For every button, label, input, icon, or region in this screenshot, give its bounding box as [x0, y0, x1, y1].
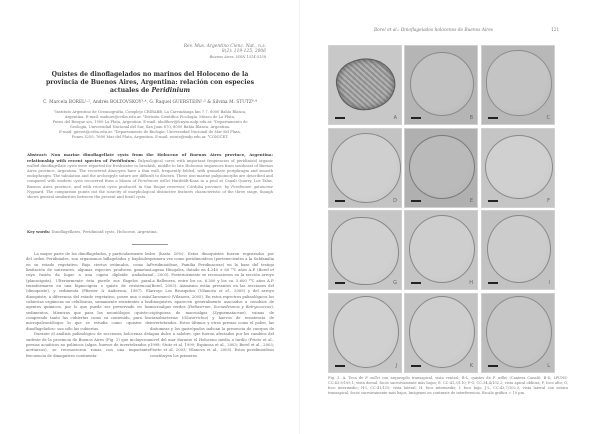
- figure-panel-f: [481, 128, 555, 208]
- dinoflagellate-cyst-image: [409, 215, 475, 283]
- affiliation-line: Paseo del Bosque s/n, 1900 La Plata, Argentina. E-mail: aboltkov@fcnym.unlp.edu.ar. ²Departamento de: [52, 120, 248, 125]
- paragraph: Durante el análisis palinológico de secciones holocenas del sudeste de la provincia de Buenos Aires (Fig. 1) que incluyeron presias acuáticos no polínicos (algas, huevos de invertebrados y acritarcos), se reconocieron zonas con una importante frecuencia de dinoquistes continenta-: [26, 332, 150, 358]
- dinoflagellate-cyst-image: [409, 135, 475, 199]
- dinoflagellate-cyst-image: [409, 296, 475, 368]
- panel-letter: A: [393, 115, 397, 121]
- text: les (hasta 20%). Estos dinoquistes fueron registrados por primera vez como peridinioideos (pertenecientes a la Subfamilia Peridinioideae, Familia Peridinaceae) en la base del testigo Laguna Hinojales, datado en 4.240 ± 60 ¹⁴C años A.P. (Borel: [150, 252, 274, 273]
- affiliations: [30, 110, 270, 141]
- body-column-1: [26, 252, 150, 359]
- affiliation-line: ¹Instituto Argentino de Oceanografía, Complejo CRIBABB, La Carrindanga km 7.7, 8000 Bahía Blanca,: [53, 110, 247, 114]
- genus-name: Peridinium: [151, 87, 191, 94]
- figure-panel-c: [481, 45, 555, 125]
- species-name: Peridinium willei: [137, 179, 170, 184]
- figure-panel-e: [404, 128, 478, 208]
- dinoflagellate-cyst-image: [331, 133, 401, 203]
- figure-panel-a: [328, 45, 402, 125]
- text: ) y huevos de resistencia de invertebrados. Estos últimos y otros presias como el polen, las diatomeas y los gastrópodos indican la presencia de cuerpos de agua dulce a salobre, que fueron afectados por los cambios del nivel del mar durante el Holoceno medio a tardío (Prieto et al., 1998; Stutz et al, 1999; Espinosa et al., 2003; Borel et al., 2003; Prieto et al, 2003; Vilanova et al., 2005). Estos peridinioideos constituyen los primeros: [150, 316, 274, 358]
- dinoflagellate-cyst-image: [486, 296, 552, 368]
- right-page: [300, 0, 600, 434]
- panel-letter: L: [547, 363, 550, 369]
- keywords: [27, 229, 273, 234]
- text: y: [239, 305, 246, 310]
- figure-panel-h: [404, 210, 478, 290]
- abstract-text: Palynological cores with important frequencies of peridinioid organic walled dinoflagellate cysts were reported for freshwater to brackish, middle to late Holocene sequences from southeast of Buenos Aires province, Argentina. The recovered dinocysts have a thin wall, frequently folded, with granulate periphragm and smooth endophragm. The tabulation and the archeopyle suture are difficult to discern. These non-marine palynomorphs are described and compared with modern cysts recovered from a bloom of: [27, 159, 273, 184]
- dinoflagellate-cyst-image: [331, 217, 399, 285]
- genus-name: Gloeotrichia: [183, 316, 207, 321]
- section-divider: [132, 244, 168, 245]
- dinoflagellate-cyst-image: [487, 215, 551, 283]
- dinoflagellate-cyst-image: [486, 50, 552, 116]
- figure-panel-g: [328, 210, 402, 290]
- keywords-label: Key words:: [27, 229, 51, 234]
- panel-letter: E: [469, 198, 473, 204]
- panel-letter: G: [393, 280, 397, 286]
- text: ), cigósporas de macroalgas (Zygnemataceae), vainas de cianobacterias (: [150, 305, 274, 321]
- caption-text: Fig. 3. A. Teca de: [328, 376, 366, 380]
- abstract: [27, 152, 273, 200]
- journal-issn: Buenos Aires, ISSN 1514-5158: [209, 54, 266, 59]
- affiliation-line: Geología, Universidad Nacional del Sur, San Juan 670, 8000 Bahía Blanca, Argentina.: [69, 125, 231, 130]
- scale-bar: [411, 200, 421, 202]
- title-line: provincia de Buenos Aires, Argentina: relación con especies: [45, 79, 255, 86]
- scale-bar: [411, 282, 421, 284]
- title-line: [30, 87, 270, 95]
- figure-panel-b: [404, 45, 478, 125]
- title-line: Quistes de dinoflagelados no marinos del Holoceno de la: [51, 71, 249, 78]
- figure-panel-l: [481, 293, 555, 373]
- figure-panel-d: [328, 128, 402, 208]
- genus-name: Botryococcus: [245, 305, 272, 310]
- page-number: 121: [551, 28, 560, 33]
- scale-bar: [488, 200, 498, 202]
- scale-bar: [488, 117, 498, 119]
- figure-panel-i: [481, 210, 555, 290]
- panel-letter: H: [469, 280, 473, 286]
- dinoflagellate-cyst-image: [485, 135, 553, 199]
- abstract-heading-genus: Peridinium.: [109, 158, 137, 164]
- body-column-2: [150, 252, 274, 359]
- panel-letter: D: [393, 198, 397, 204]
- species-name: P. willei: [492, 376, 508, 380]
- panel-letter: K: [469, 363, 473, 369]
- dinoflagellate-cyst-image: [333, 296, 399, 368]
- scale-bar: [488, 282, 498, 284]
- caption-text: (Cantera Canali): B-D, LPUNS-CC:43,9/109,1; vista dorsal, focos sucesivamente más bajos; E, CC:41,3/110; F-G, CC:34,4/102,2; vista apical oblicua; F, foco alto; G, foco intermedio; H-I, CC:41/110; vista lateral; H, foco intermedio; I, foco bajo; J-L, CC:43,7/102,5; vista lateral con sutura transapical, focos sucesivamente más bajos. Imágenes en contraste de interferencia. Escala gráfica = 10 µm.: [328, 376, 568, 395]
- panel-letter: B: [469, 115, 473, 121]
- panel-letter: J: [395, 363, 397, 369]
- affiliation-line: E-mail: guerst@criba.edu.ar. ⁶Departamento de Biología, Universidad Nacional de Mar del Plata,: [59, 130, 241, 135]
- scale-bar: [335, 117, 345, 119]
- affiliation-line: Argentina. E-mail: mabore@criba.edu.ar. ³División Científica Ficología, Museo de La Plata,: [64, 115, 236, 120]
- journal-volume: 8(2): 119-125, 2006: [221, 49, 266, 55]
- abstract-text: Nygaard. The comparison points out the scarcity of morphological distinctive features characteristic of the three stage, though shows general similarities between the present and fossil cysts.: [27, 189, 273, 199]
- panel-letter: C: [546, 115, 550, 121]
- journal-name: Rev. Mus. Argentino Cienc. Nat., n.s.: [183, 44, 266, 49]
- scale-bar: [335, 282, 345, 284]
- scale-bar: [411, 365, 421, 367]
- abstract-heading: Abstract: Non marine dinoflagellate cysts from the Holocene of Buenos Aires province, Argentina: relationship with recent species of: [27, 152, 273, 164]
- text: , 2005) y del arroyo Claromecó (Vilanova, 2005). En estos espectros palinológicos los dinoquistes aparecen generalmente asociados a cenobios de microalgas verdes (: [150, 289, 275, 310]
- species-name: P. willei: [365, 376, 380, 380]
- panel-letter: F: [547, 198, 550, 204]
- title-text: actuales de: [109, 87, 152, 94]
- text: et al.: [218, 289, 231, 294]
- abstract-text: Huitfeldt-Kaas in a pool at Canali Quarry, Los Talas, Buenos Aires province, and with recent cysts produced in San Roque reservoir, Córdoba province, by: [27, 179, 273, 189]
- affiliation-line: Funes 3250, 7600 Mar del Plata, Argentina. E-mail: sstutz@mdp.edu.ar. ⁴CONICET.: [71, 135, 229, 140]
- scale-bar: [335, 365, 345, 367]
- figure-panel-j: [328, 293, 402, 373]
- caption-text: con arqueopilo transapical, vista ventral; B-L, quistes de: [379, 376, 493, 380]
- genus-name: Pediastrum, Scenedesmus: [188, 305, 240, 310]
- article-title: [30, 71, 270, 95]
- running-head: Borel et al.: Dinoflagelados holocenos de Buenos Aires: [374, 28, 494, 33]
- paragraph: La mayor parte de los dinoflagelados, y particularmente los del orden Peridiniales, son organismos biflagelados y haploides en su estado vegetativo. Bajo ciertos estímulos, como la limitación de nutrientes, algunas especies producen gametas cuya fusión da lugar a una cigota diploide nadadora (planocigota). Ulteriormente ésta pierde sus flagelos para transformarse en una hipnocigota o quiste de resistencia (dinoquiste), y sedimenta (Pfiester & Anderson, 1987). El dinoquiste, a diferencia del estado vegetativo, posee una o más cubiertas orgánicas no celulósicas, sumamente resistentes a los agentes químicos, por lo que puede ser preservado en los sedimentos. Mientras que para los neontólogos «quiste» comprende tanto las cubiertas como su contenido, para los micropaleontólogos lo que se estudia como «quistes de dinoflagelados» son sólo las cubiertas.: [26, 252, 150, 331]
- panel-letter: I: [548, 280, 550, 286]
- figure-panel-k: [404, 293, 478, 373]
- keywords-text: Dinoflagellates, Peridinioid cysts, Holocene, Argentina.: [50, 229, 158, 234]
- authors: C. Marcela BOREL¹·², Andrés BOLTOVSKOY³·⁴, G. Raquel GUERSTEIN¹·⁵ & Silvina M. STUTZ⁶·⁴: [43, 100, 257, 105]
- paragraph: [150, 252, 274, 359]
- journal-reference: [184, 44, 266, 60]
- text: , 2003). Posteriormente se reconocieron en la sección arroyo La Ballenera, entre los ca. 6.300 y los ca. 5.600 ¹⁴C años A.P. (Borel, 2003). Asimismo están presentes en las secciones del arroyo Los Brusquitos (Vilanova: [150, 273, 274, 294]
- scale-bar: [335, 200, 345, 202]
- text: et al.: [150, 268, 274, 278]
- scale-bar: [411, 117, 421, 119]
- figure-caption: [328, 376, 568, 396]
- species-name: Peridinium gatunense: [231, 184, 274, 189]
- dinoflagellate-cyst-image: [410, 52, 474, 116]
- scale-bar: [488, 365, 498, 367]
- dinoflagellate-cyst-image: [330, 50, 401, 117]
